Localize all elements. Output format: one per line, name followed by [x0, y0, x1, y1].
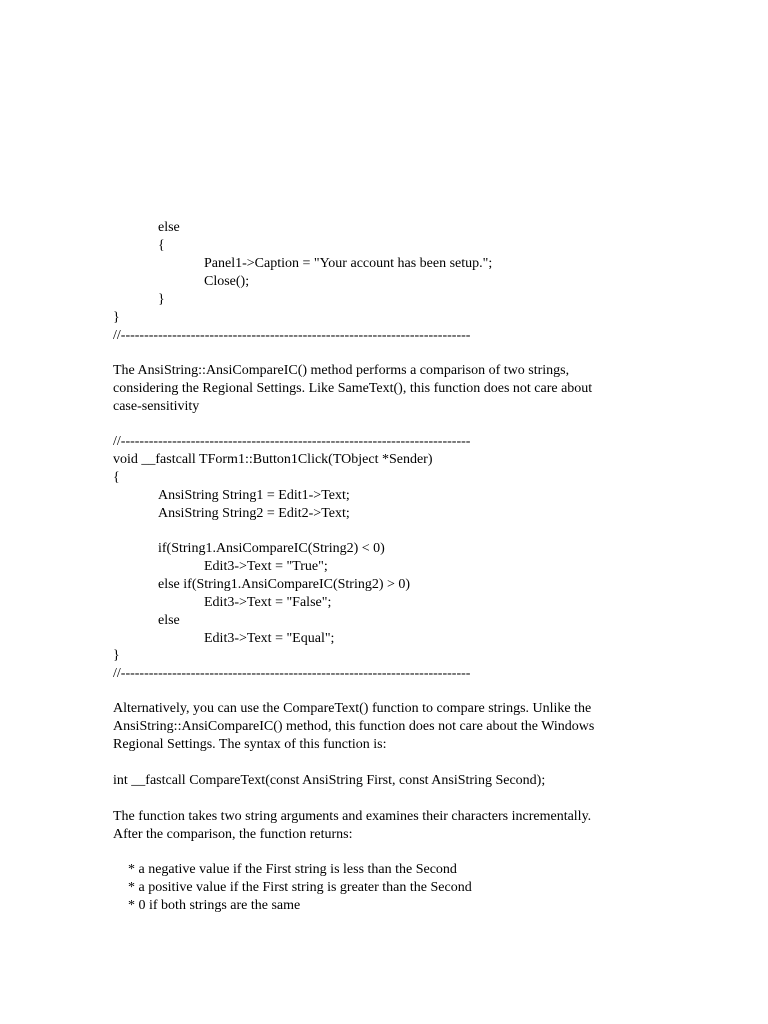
- paragraph-line: case-sensitivity: [113, 399, 200, 414]
- code-line-open-brace: {: [158, 238, 165, 253]
- paragraph-line: After the comparison, the function returns:: [113, 827, 353, 842]
- code-line-else: else: [158, 220, 180, 235]
- code-separator: //---------------------------------------------------------------------------: [113, 328, 471, 343]
- code-line-else-if: else if(String1.AnsiCompareIC(String2) > 0): [158, 577, 411, 592]
- code-separator: //---------------------------------------------------------------------------: [113, 434, 471, 449]
- code-line-func-signature: void __fastcall TForm1::Button1Click(TObject *Sender): [113, 452, 433, 467]
- paragraph-line: Alternatively, you can use the CompareText() function to compare strings. Unlike the: [113, 701, 592, 716]
- paragraph-line: The AnsiString::AnsiCompareIC() method performs a comparison of two strings,: [113, 363, 570, 378]
- code-line-else: else: [158, 613, 180, 628]
- paragraph-line: AnsiString::AnsiCompareIC() method, this function does not care about the Windows: [113, 719, 595, 734]
- code-separator: //---------------------------------------------------------------------------: [113, 666, 471, 681]
- code-line-string1: AnsiString String1 = Edit1->Text;: [158, 488, 350, 503]
- paragraph-line: considering the Regional Settings. Like SameText(), this function does not care about: [113, 381, 593, 396]
- code-line-string2: AnsiString String2 = Edit2->Text;: [158, 506, 350, 521]
- code-line-close-brace: }: [113, 648, 120, 663]
- list-item: * a negative value if the First string is less than the Second: [128, 862, 457, 877]
- list-item: * a positive value if the First string is greater than the Second: [128, 880, 472, 895]
- syntax-line: int __fastcall CompareText(const AnsiString First, const AnsiString Second);: [113, 773, 546, 788]
- code-line-func-end-brace: }: [113, 310, 120, 325]
- code-line-edit3-true: Edit3->Text = "True";: [204, 559, 328, 574]
- code-line-open-brace: {: [113, 470, 120, 485]
- paragraph-line: Regional Settings. The syntax of this function is:: [113, 737, 387, 752]
- paragraph-line: The function takes two string arguments and examines their characters incrementally.: [113, 809, 592, 824]
- list-item: * 0 if both strings are the same: [128, 898, 301, 913]
- code-line-panel-caption: Panel1->Caption = "Your account has been setup.";: [204, 256, 493, 271]
- code-line-edit3-false: Edit3->Text = "False";: [204, 595, 332, 610]
- code-line-close: Close();: [204, 274, 250, 289]
- code-line-close-brace: }: [158, 292, 165, 307]
- code-line-if: if(String1.AnsiCompareIC(String2) < 0): [158, 541, 385, 556]
- code-line-edit3-equal: Edit3->Text = "Equal";: [204, 631, 335, 646]
